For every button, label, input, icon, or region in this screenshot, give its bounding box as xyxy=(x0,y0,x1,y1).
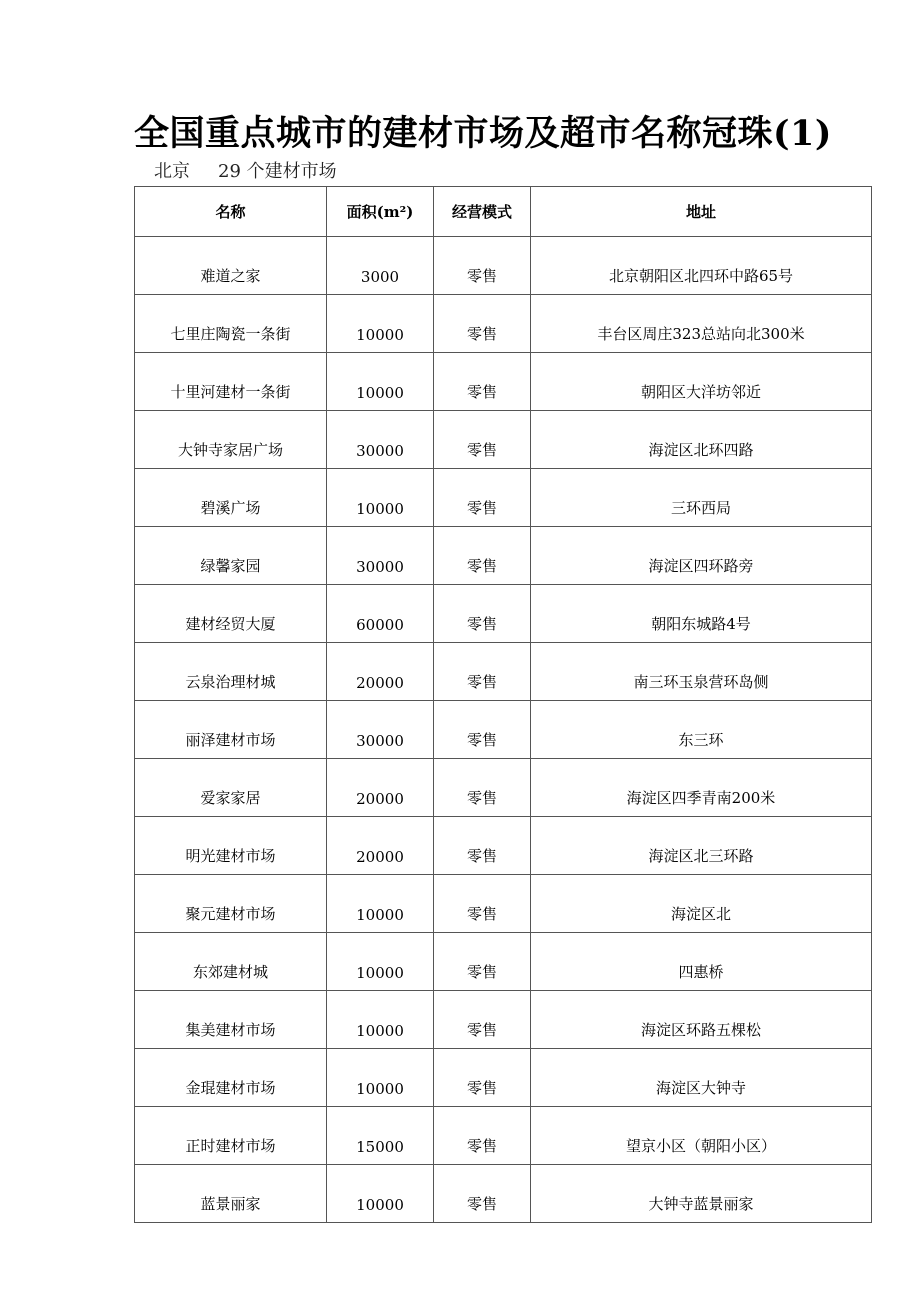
cell-name: 难道之家 xyxy=(135,237,327,295)
cell-area: 10000 xyxy=(327,875,434,933)
cell-area: 30000 xyxy=(327,411,434,469)
cell-address: 北京朝阳区北四环中路65号 xyxy=(531,237,872,295)
cell-name: 蓝景丽家 xyxy=(135,1165,327,1223)
cell-address: 四惠桥 xyxy=(531,933,872,991)
cell-mode: 零售 xyxy=(434,701,531,759)
table-row xyxy=(135,991,872,1049)
cell-mode: 零售 xyxy=(434,469,531,527)
table-row xyxy=(135,411,872,469)
cell-area: 10000 xyxy=(327,991,434,1049)
cell-name: 集美建材市场 xyxy=(135,991,327,1049)
cell-address: 大钟寺蓝景丽家 xyxy=(531,1165,872,1223)
cell-area: 20000 xyxy=(327,817,434,875)
cell-area: 20000 xyxy=(327,759,434,817)
cell-area: 10000 xyxy=(327,295,434,353)
cell-area: 10000 xyxy=(327,1049,434,1107)
table-row xyxy=(135,469,872,527)
cell-name: 大钟寺家居广场 xyxy=(135,411,327,469)
cell-area: 30000 xyxy=(327,701,434,759)
cell-area: 10000 xyxy=(327,469,434,527)
cell-mode: 零售 xyxy=(434,1165,531,1223)
table-header-row xyxy=(135,187,872,237)
cell-address: 三环西局 xyxy=(531,469,872,527)
cell-mode: 零售 xyxy=(434,817,531,875)
cell-area: 15000 xyxy=(327,1107,434,1165)
cell-mode: 零售 xyxy=(434,1107,531,1165)
cell-mode: 零售 xyxy=(434,295,531,353)
table-row xyxy=(135,1165,872,1223)
cell-name: 正时建材市场 xyxy=(135,1107,327,1165)
cell-name: 丽泽建材市场 xyxy=(135,701,327,759)
subtitle xyxy=(154,157,365,183)
cell-address: 南三环玉泉营环岛侧 xyxy=(531,643,872,701)
cell-area: 10000 xyxy=(327,1165,434,1223)
table-row xyxy=(135,1049,872,1107)
cell-name: 爱家家居 xyxy=(135,759,327,817)
document-title: 全国重点城市的建材市场及超市名称冠珠(1) xyxy=(134,113,832,154)
cell-address: 海淀区北 xyxy=(531,875,872,933)
header-area: 面积(m²) xyxy=(327,187,434,237)
cell-address: 海淀区四环路旁 xyxy=(531,527,872,585)
cell-address: 海淀区环路五棵松 xyxy=(531,991,872,1049)
table-row xyxy=(135,759,872,817)
table-row xyxy=(135,701,872,759)
table-row xyxy=(135,933,872,991)
table-row xyxy=(135,585,872,643)
cell-mode: 零售 xyxy=(434,585,531,643)
cell-name: 七里庄陶瓷一条街 xyxy=(135,295,327,353)
cell-name: 十里河建材一条街 xyxy=(135,353,327,411)
cell-mode: 零售 xyxy=(434,933,531,991)
header-name: 名称 xyxy=(135,187,327,237)
cell-address: 海淀区大钟寺 xyxy=(531,1049,872,1107)
table-row xyxy=(135,353,872,411)
cell-name: 明光建材市场 xyxy=(135,817,327,875)
cell-address: 海淀区北三环路 xyxy=(531,817,872,875)
cell-area: 3000 xyxy=(327,237,434,295)
cell-name: 东郊建材城 xyxy=(135,933,327,991)
cell-address: 丰台区周庄323总站向北300米 xyxy=(531,295,872,353)
cell-area: 60000 xyxy=(327,585,434,643)
cell-mode: 零售 xyxy=(434,237,531,295)
header-mode: 经营模式 xyxy=(434,187,531,237)
cell-area: 30000 xyxy=(327,527,434,585)
header-address: 地址 xyxy=(531,187,872,237)
cell-name: 碧溪广场 xyxy=(135,469,327,527)
table-row xyxy=(135,817,872,875)
cell-mode: 零售 xyxy=(434,411,531,469)
table-row xyxy=(135,1107,872,1165)
cell-name: 绿馨家园 xyxy=(135,527,327,585)
cell-address: 海淀区北环四路 xyxy=(531,411,872,469)
cell-address: 海淀区四季青南200米 xyxy=(531,759,872,817)
table-row xyxy=(135,875,872,933)
cell-mode: 零售 xyxy=(434,643,531,701)
cell-area: 10000 xyxy=(327,353,434,411)
cell-mode: 零售 xyxy=(434,759,531,817)
city-label: 北京 xyxy=(154,161,190,182)
table-row xyxy=(135,295,872,353)
cell-mode: 零售 xyxy=(434,527,531,585)
cell-address: 望京小区（朝阳小区） xyxy=(531,1107,872,1165)
market-count: 29 个建材市场 xyxy=(218,161,337,182)
cell-address: 朝阳区大洋坊邻近 xyxy=(531,353,872,411)
cell-name: 建材经贸大厦 xyxy=(135,585,327,643)
cell-mode: 零售 xyxy=(434,991,531,1049)
cell-mode: 零售 xyxy=(434,353,531,411)
cell-mode: 零售 xyxy=(434,875,531,933)
table-row xyxy=(135,643,872,701)
cell-address: 朝阳东城路4号 xyxy=(531,585,872,643)
cell-name: 云泉治理材城 xyxy=(135,643,327,701)
cell-area: 20000 xyxy=(327,643,434,701)
market-table xyxy=(134,186,872,1223)
cell-mode: 零售 xyxy=(434,1049,531,1107)
cell-area: 10000 xyxy=(327,933,434,991)
cell-address: 东三环 xyxy=(531,701,872,759)
cell-name: 金琨建材市场 xyxy=(135,1049,327,1107)
table-row xyxy=(135,237,872,295)
table-row xyxy=(135,527,872,585)
cell-name: 聚元建材市场 xyxy=(135,875,327,933)
